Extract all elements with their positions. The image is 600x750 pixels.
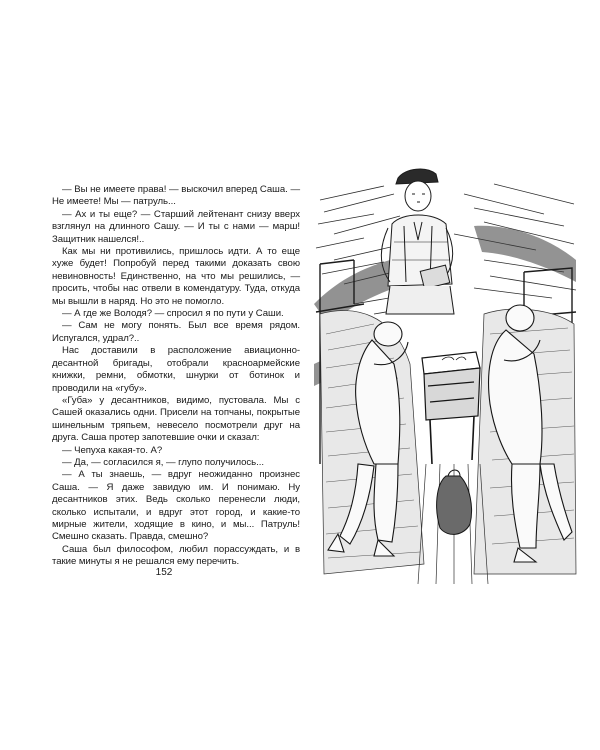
- paragraph: — А где же Володя? — спросил я по пути у Саши.: [62, 308, 284, 320]
- ink-drawing-icon: [314, 164, 580, 584]
- paragraph: — Чепуха какая-то. А?: [62, 444, 163, 456]
- paragraph: — Вы не имеете права! — выскочил вперед Саша. — Не имеете! Мы — патруль...: [52, 184, 300, 208]
- paragraph: — А ты знаешь, — вдруг неожиданно произнес Саша. — Я даже завидую им. И понимаю. Ну десантников этих. Ведь сколько перенесли люди, сколько испытали, и вдруг этот город, и какие-то мирные жители, ходящие в кино, и мы... Патруль! Смешно сказать. Правда, смешно?: [52, 469, 300, 543]
- body-text: [52, 184, 300, 569]
- bag: [437, 470, 472, 534]
- paragraph: Нас доставили в расположение авиационно-десантной бригады, отобрали красноармейские книжки, ремни, обмотки, шнурки от ботинок и проводили на «губу».: [52, 345, 300, 394]
- paragraph: — Ах и ты еще? — Старший лейтенант снизу вверх взглянул на длинного Сашу. — И ты с нами — марш! Защитник нашелся!..: [52, 208, 300, 245]
- bedside-table: [422, 352, 480, 464]
- paragraph: Саша был философом, любил порассуждать, и в такие минуты я не решался ему перечить.: [52, 543, 300, 568]
- paragraph: — Сам не могу понять. Был все время рядом. Испугался, удрал?..: [52, 320, 300, 344]
- paragraph: — Да, — согласился я, — глупо получилось...: [62, 456, 264, 468]
- text-page: [52, 184, 300, 569]
- illustration: [314, 164, 580, 584]
- paragraph: Как мы ни противились, пришлось идти. А то еще хуже будет! Попробуй перед такими доказать свою невиновность! Единственно, на что мы решились, — просить, чтобы нас отвели в комендатуру. Туда, откуда мы вышли в наряд. Но это не помогло.: [52, 246, 300, 307]
- paragraph: «Губа» у десантников, видимо, пустовала. Мы с Сашей оказались одни. Присели на топчаны, покрытые шинельным тряпьем, невесело посмотрели друг на друга. Саша протер запотевшие очки и сказал:: [52, 394, 300, 444]
- page-number: 152: [155, 567, 173, 578]
- standing-figure: [381, 169, 454, 314]
